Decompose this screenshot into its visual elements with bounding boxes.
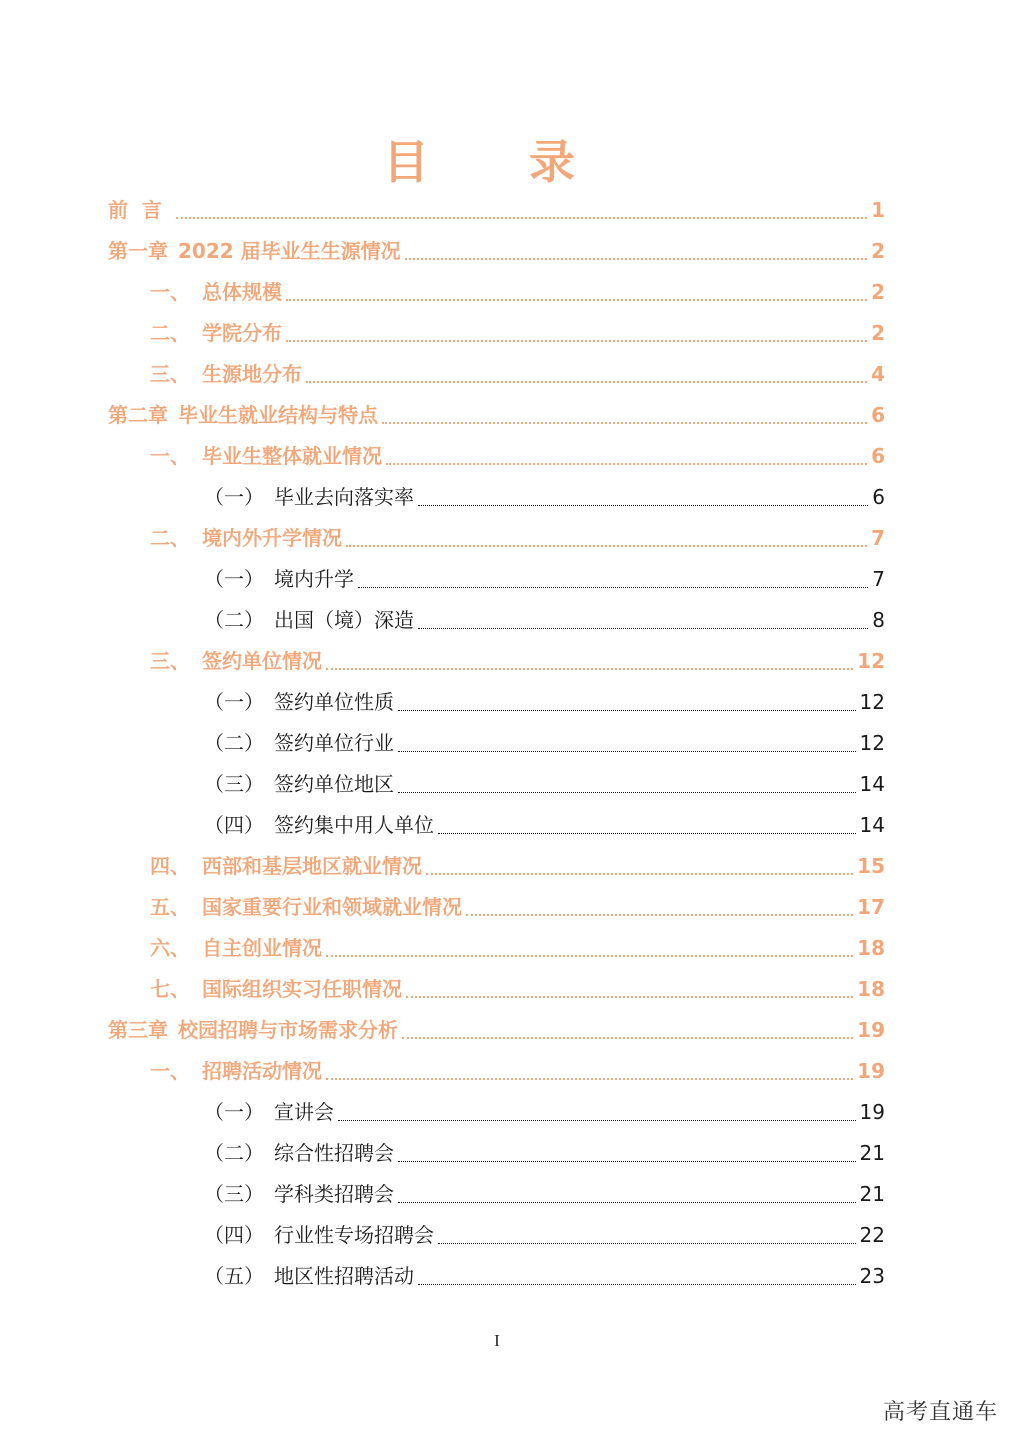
toc-entry-title: 行业性专场招聘会 [274, 1223, 434, 1247]
toc-leader-dots [286, 275, 867, 301]
toc-entry[interactable] [108, 191, 885, 229]
toc-entry-page: 19 [857, 1018, 885, 1042]
toc-entry[interactable] [150, 970, 885, 1008]
toc-entry-page: 7 [872, 567, 885, 591]
toc-entry-title: 签约单位地区 [274, 772, 394, 796]
toc-entry-page: 12 [859, 690, 885, 714]
toc-entry[interactable] [150, 642, 885, 680]
toc-leader-dots [326, 644, 853, 670]
toc-entry[interactable] [150, 847, 885, 885]
toc-entry-number: （二） [204, 731, 264, 755]
toc-entry-number: 三、 [150, 649, 190, 673]
toc-entry-number: 三、 [150, 362, 190, 386]
toc-entry[interactable] [150, 314, 885, 352]
toc-leader-dots [386, 439, 867, 465]
toc-entry-title: 宣讲会 [274, 1100, 334, 1124]
toc-entry-page: 18 [857, 936, 885, 960]
toc-entry-title: 毕业生整体就业情况 [202, 444, 382, 468]
toc-entry[interactable] [204, 1093, 885, 1131]
toc-entry-page: 6 [872, 485, 885, 509]
toc-entry-number: （三） [204, 772, 264, 796]
toc-entry-number: （一） [204, 485, 264, 509]
toc-entry-number: 第一章 [108, 239, 168, 263]
toc-entry[interactable] [204, 765, 885, 803]
toc-entry-number: 七、 [150, 977, 190, 1001]
toc-leader-dots [358, 563, 868, 588]
toc-entry[interactable] [150, 888, 885, 926]
toc-entry[interactable] [108, 232, 885, 270]
toc-entry-page: 17 [857, 895, 885, 919]
toc-leader-dots [466, 890, 853, 916]
toc-leader-dots [306, 357, 867, 383]
toc-entry-number: 一、 [150, 1059, 190, 1083]
toc-leader-dots [326, 1054, 853, 1080]
toc-leader-dots [402, 1013, 853, 1039]
toc-leader-dots [286, 316, 867, 342]
toc-entry-title: 学院分布 [202, 321, 282, 345]
watermark-text: 高考直通车 [882, 1400, 998, 1425]
toc-entry-number: 六、 [150, 936, 190, 960]
toc-entry[interactable] [204, 806, 885, 844]
toc-entry-number: 二、 [150, 321, 190, 345]
toc-entry[interactable] [204, 560, 885, 598]
toc-entry-number: 第二章 [108, 403, 168, 427]
toc-entry[interactable] [150, 929, 885, 967]
toc-entry-title: 地区性招聘活动 [274, 1264, 414, 1288]
toc-leader-dots [398, 1137, 856, 1162]
toc-entry-number: （四） [204, 1223, 264, 1247]
toc-entry-title: 出国（境）深造 [274, 608, 414, 632]
toc-leader-dots [418, 1260, 856, 1285]
toc-entry-title: 学科类招聘会 [274, 1182, 394, 1206]
toc-entry-number: （二） [204, 1141, 264, 1165]
toc-entry-page: 23 [859, 1264, 885, 1288]
toc-entry-title: 综合性招聘会 [274, 1141, 394, 1165]
toc-entry-page: 2 [871, 321, 885, 345]
toc-entry-number: （一） [204, 567, 264, 591]
toc-leader-dots [438, 1219, 856, 1244]
toc-entry-number: 第三章 [108, 1018, 168, 1042]
toc-entry-title: 签约单位情况 [202, 649, 322, 673]
toc-leader-dots [405, 234, 867, 260]
toc-entry-page: 22 [859, 1223, 885, 1247]
toc-entry-page: 6 [871, 403, 885, 427]
toc-leader-dots [406, 972, 853, 998]
toc-entry-number: 一、 [150, 444, 190, 468]
toc-entry[interactable] [204, 478, 885, 516]
toc-entry-title: 生源地分布 [202, 362, 302, 386]
toc-leader-dots [438, 809, 856, 834]
toc-entry[interactable] [150, 355, 885, 393]
toc-entry[interactable] [204, 601, 885, 639]
toc-leader-dots [382, 398, 867, 424]
toc-entry-page: 1 [871, 198, 885, 222]
toc-leader-dots [426, 849, 853, 875]
toc-entry-title: 国家重要行业和领域就业情况 [202, 895, 462, 919]
toc-entry-number: （三） [204, 1182, 264, 1206]
toc-entry-title: 毕业去向落实率 [274, 485, 414, 509]
toc-entry-number: （四） [204, 813, 264, 837]
toc-entry-title: 签约单位性质 [274, 690, 394, 714]
toc-entry-number: 一、 [150, 280, 190, 304]
toc-entry-title: 招聘活动情况 [202, 1059, 322, 1083]
toc-entry-page: 19 [859, 1100, 885, 1124]
toc-leader-dots [176, 193, 867, 219]
toc-entry[interactable] [204, 724, 885, 762]
toc-leader-dots [326, 931, 853, 957]
toc-entry-number: 二、 [150, 526, 190, 550]
toc-entry[interactable] [150, 1052, 885, 1090]
toc-entry[interactable] [204, 1134, 885, 1172]
toc-entry-page: 8 [872, 608, 885, 632]
toc-entry-page: 14 [859, 772, 885, 796]
toc-entry[interactable] [204, 1216, 885, 1254]
toc-leader-dots [346, 521, 867, 547]
toc-entry-title: 签约单位行业 [274, 731, 394, 755]
toc-entry[interactable] [204, 1257, 885, 1295]
page-title: 目 录 [382, 135, 617, 189]
toc-entry-page: 21 [859, 1182, 885, 1206]
toc-entry-title: 境内升学 [274, 567, 354, 591]
toc-entry-number: （五） [204, 1264, 264, 1288]
toc-entry-page: 7 [871, 526, 885, 550]
toc-entry-number: 前 言 [108, 198, 162, 222]
toc-entry-page: 2 [871, 239, 885, 263]
toc-entry-title: 校园招聘与市场需求分析 [178, 1018, 398, 1042]
toc-entry-page: 2 [871, 280, 885, 304]
toc-entry-title: 境内外升学情况 [202, 526, 342, 550]
toc-entry-title: 2022 届毕业生生源情况 [178, 239, 401, 263]
toc-leader-dots [418, 604, 868, 629]
toc-leader-dots [338, 1096, 856, 1121]
toc-entry-number: 五、 [150, 895, 190, 919]
toc-entry-page: 12 [857, 649, 885, 673]
toc-entry[interactable] [150, 437, 885, 475]
toc-entry-page: 21 [859, 1141, 885, 1165]
toc-entry-number: 四、 [150, 854, 190, 878]
toc-leader-dots [398, 768, 856, 793]
toc-entry-title: 总体规模 [202, 280, 282, 304]
toc-entry-title: 自主创业情况 [202, 936, 322, 960]
toc-entry-title: 西部和基层地区就业情况 [202, 854, 422, 878]
toc-entry-number: （一） [204, 1100, 264, 1124]
toc-entry[interactable] [108, 396, 885, 434]
toc-entry-page: 12 [859, 731, 885, 755]
toc-entry-number: （一） [204, 690, 264, 714]
toc-entry-number: （二） [204, 608, 264, 632]
toc-entry[interactable] [204, 683, 885, 721]
toc-entry[interactable] [150, 273, 885, 311]
toc-entry-page: 4 [871, 362, 885, 386]
toc-entry-page: 6 [871, 444, 885, 468]
toc-entry-title: 签约集中用人单位 [274, 813, 434, 837]
toc-leader-dots [398, 1178, 856, 1203]
toc-entry-page: 18 [857, 977, 885, 1001]
toc-entry-page: 19 [857, 1059, 885, 1083]
toc-entry-title: 国际组织实习任职情况 [202, 977, 402, 1001]
toc-leader-dots [398, 686, 856, 711]
toc-entry-page: 14 [859, 813, 885, 837]
footer-page-number: I [494, 1331, 500, 1350]
toc-entry[interactable] [204, 1175, 885, 1213]
toc-leader-dots [418, 481, 868, 506]
toc-entry-page: 15 [857, 854, 885, 878]
toc-entry-title: 毕业生就业结构与特点 [178, 403, 378, 427]
toc-entry[interactable] [108, 1011, 885, 1049]
toc-entry[interactable] [150, 519, 885, 557]
toc-leader-dots [398, 727, 856, 752]
